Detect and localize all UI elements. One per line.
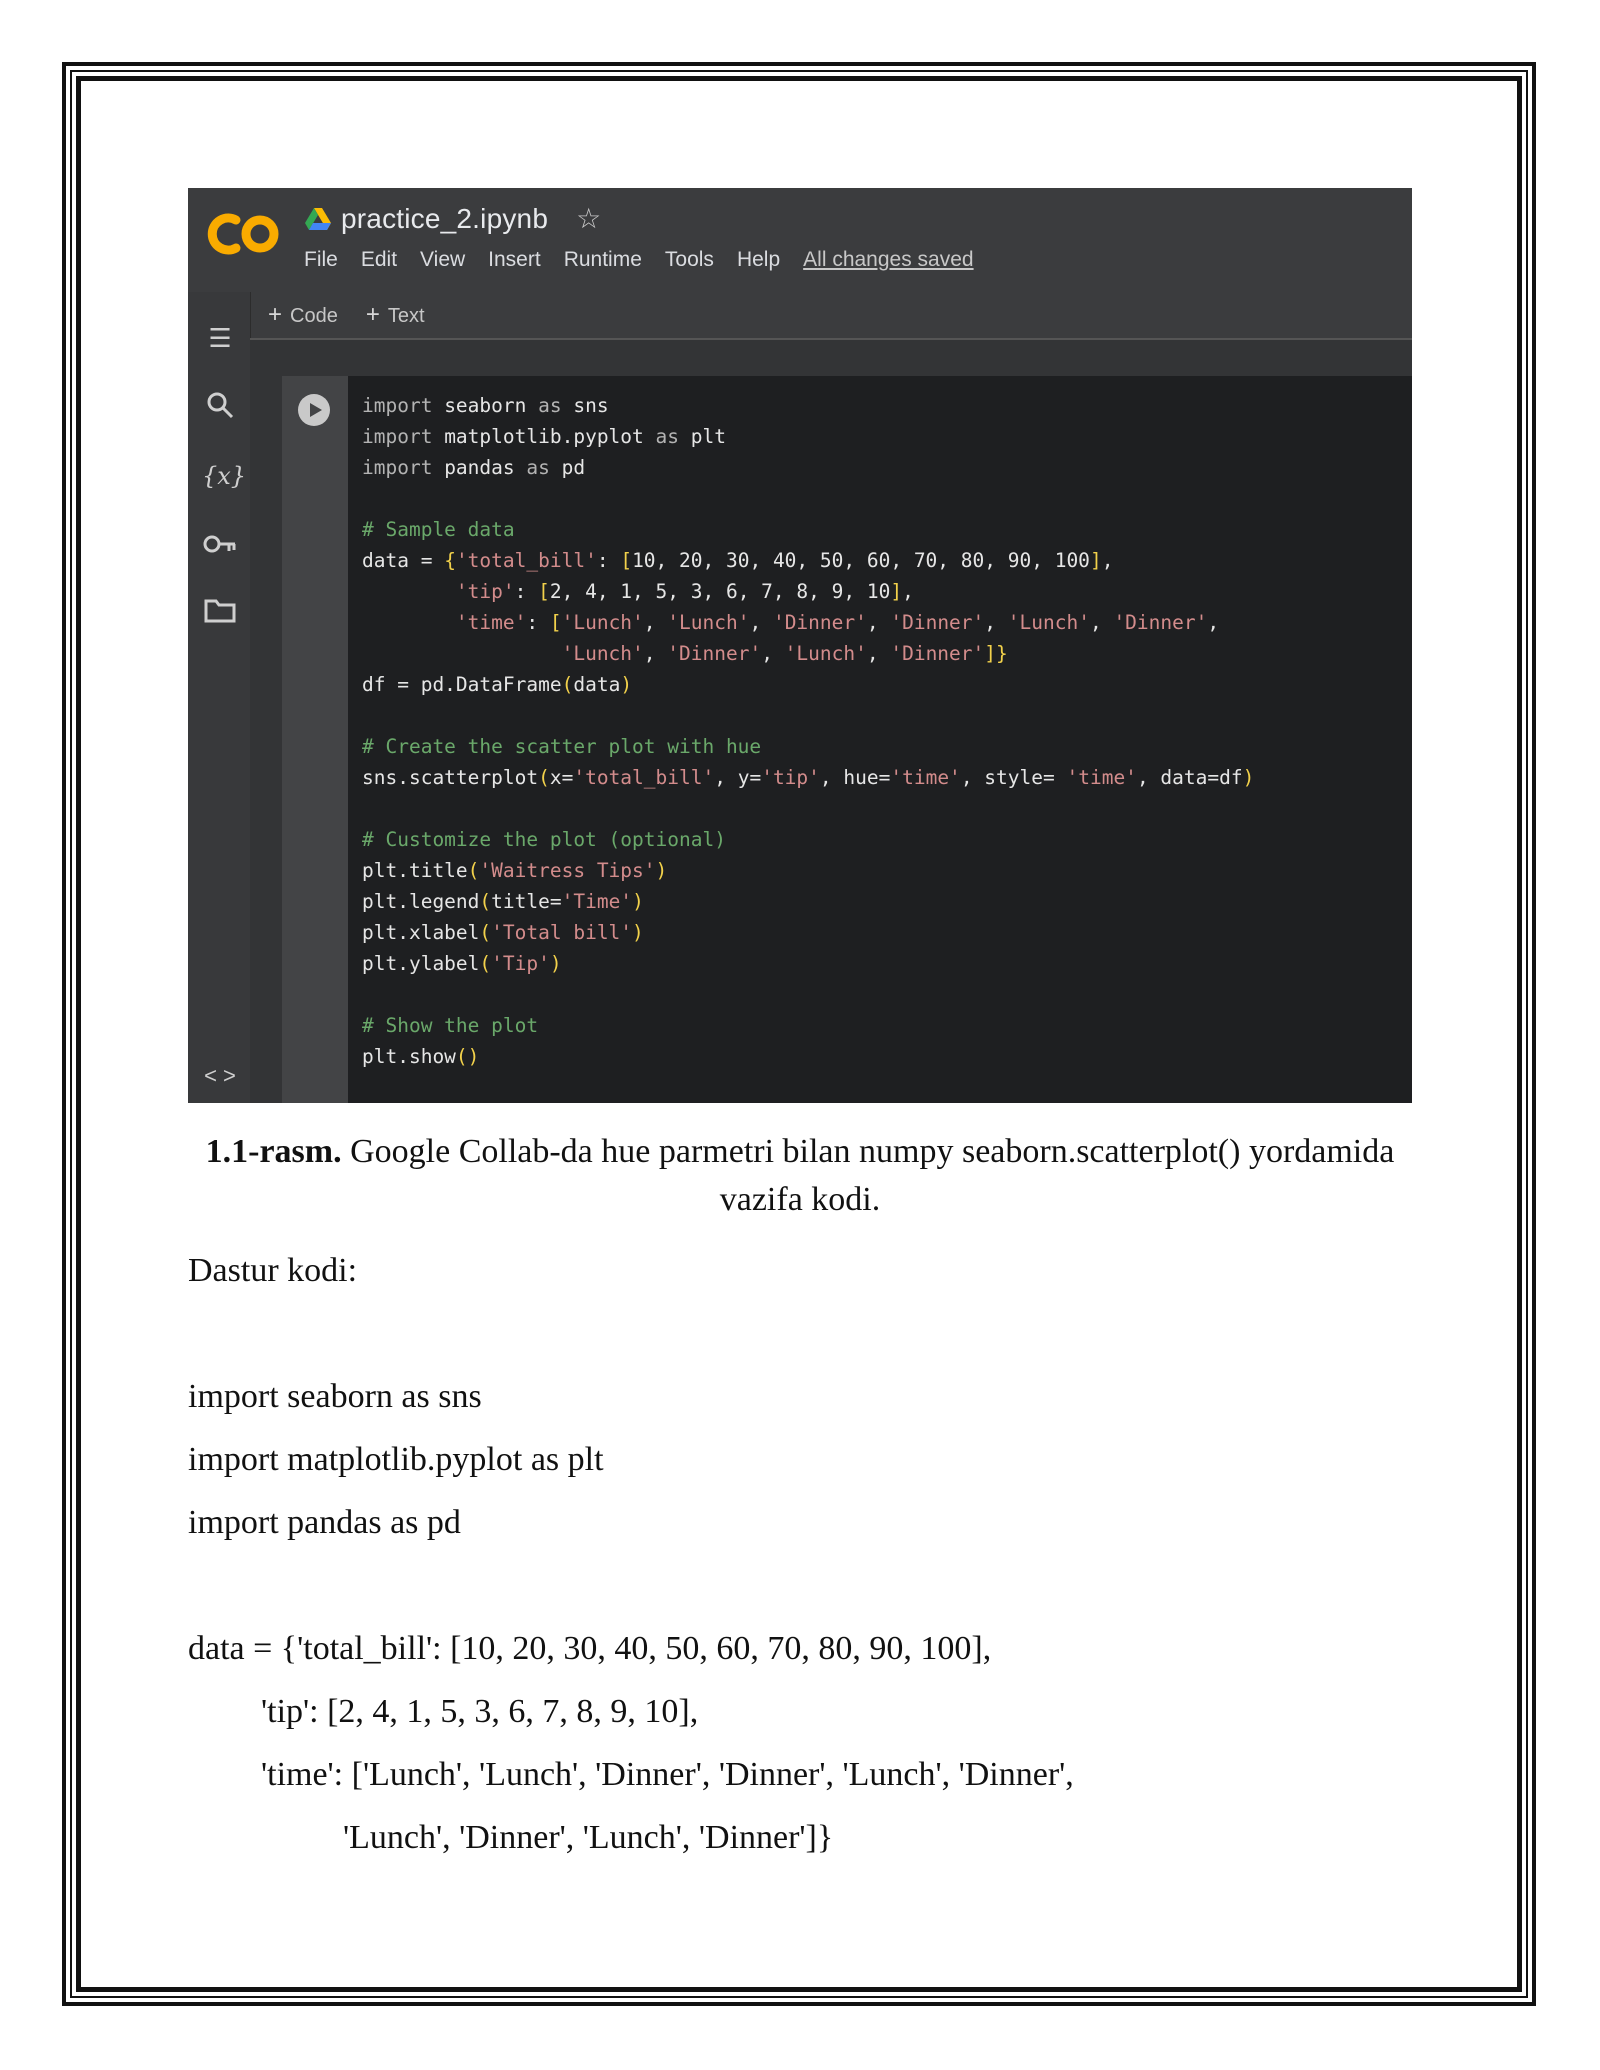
- program-line: 'tip': [2, 4, 1, 5, 3, 6, 7, 8, 9, 10],: [261, 1693, 699, 1730]
- table-of-contents-icon[interactable]: ☰: [208, 323, 232, 353]
- program-line: data = {'total_bill': [10, 20, 30, 40, 50, 60, 70, 80, 90, 100],: [188, 1630, 992, 1667]
- figure-caption: [188, 1128, 1412, 1224]
- code-line: data = {'total_bill': [10, 20, 30, 40, 50, 60, 70, 80, 90, 100],: [362, 549, 1114, 572]
- menu-runtime[interactable]: Runtime: [563, 248, 642, 271]
- add-code-button[interactable]: [268, 301, 338, 329]
- code-line: import pandas as pd: [362, 456, 586, 479]
- code-line: sns.scatterplot(x='total_bill', y='tip', hue='time', style= 'time', data=df): [362, 766, 1255, 789]
- menu-insert[interactable]: Insert: [488, 248, 541, 271]
- menu-edit[interactable]: Edit: [360, 248, 398, 271]
- code-line: [362, 979, 1254, 1010]
- code-snippets-icon[interactable]: < >: [204, 1063, 236, 1088]
- program-line: import seaborn as sns: [188, 1378, 482, 1415]
- code-line: # Create the scatter plot with hue: [362, 735, 762, 758]
- notebook-title[interactable]: practice_2.ipynb: [341, 202, 549, 234]
- program-line: 'time': ['Lunch', 'Lunch', 'Dinner', 'Dinner', 'Lunch', 'Dinner',: [261, 1756, 1074, 1793]
- plus-icon: +: [365, 301, 380, 328]
- code-line: # Show the plot: [362, 1014, 539, 1037]
- menu-bar: [304, 248, 974, 272]
- save-status-link[interactable]: All changes saved: [803, 248, 974, 271]
- caption-text: Google Collab-da hue parmetri bilan numpy seaborn.scatterplot() yordamida vazifa kodi.: [341, 1133, 1395, 1218]
- code-cell[interactable]: [282, 376, 1412, 1103]
- code-line: [362, 793, 1254, 824]
- code-line: 'time': ['Lunch', 'Lunch', 'Dinner', 'Dinner', 'Lunch', 'Dinner',: [455, 611, 1220, 634]
- search-icon[interactable]: [202, 390, 238, 426]
- run-cell-icon[interactable]: [298, 394, 330, 426]
- code-line: plt.legend(title='Time'): [362, 890, 644, 913]
- colab-logo-icon: [206, 210, 282, 258]
- add-text-button[interactable]: [366, 301, 425, 329]
- google-drive-icon: [305, 208, 331, 230]
- notebook-title-row: [305, 202, 601, 235]
- code-line: [362, 483, 1254, 514]
- code-line: 'tip': [2, 4, 1, 5, 3, 6, 7, 8, 9, 10],: [455, 580, 914, 603]
- program-line: import matplotlib.pyplot as plt: [188, 1441, 604, 1478]
- cell-gutter: [282, 376, 348, 1103]
- secrets-key-icon[interactable]: [202, 528, 238, 564]
- code-line: 'Lunch', 'Dinner', 'Lunch', 'Dinner']}: [561, 642, 1008, 665]
- code-line: [362, 700, 1254, 731]
- plus-icon: +: [268, 301, 283, 328]
- star-icon[interactable]: ☆: [576, 203, 602, 234]
- code-line: import matplotlib.pyplot as plt: [362, 425, 726, 448]
- code-line: plt.show(): [362, 1045, 480, 1068]
- code-line: import seaborn as sns: [362, 394, 609, 417]
- code-line: # Customize the plot (optional): [362, 828, 726, 851]
- code-editor[interactable]: [362, 390, 1254, 1072]
- caption-number: 1.1-rasm.: [205, 1133, 342, 1170]
- cell-toolbar: [250, 292, 1412, 340]
- variables-icon[interactable]: {x}: [202, 462, 247, 490]
- menu-help[interactable]: Help: [736, 248, 781, 271]
- code-line: # Sample data: [362, 518, 515, 541]
- notebook-area: [250, 340, 1412, 1103]
- program-line: 'Lunch', 'Dinner', 'Lunch', 'Dinner']}: [343, 1819, 834, 1856]
- add-code-label: Code: [290, 305, 338, 327]
- code-line: plt.title('Waitress Tips'): [362, 859, 668, 882]
- add-text-label: Text: [387, 305, 425, 327]
- program-label: Dastur kodi:: [188, 1252, 358, 1289]
- code-line: df = pd.DataFrame(data): [362, 673, 633, 696]
- code-line: plt.xlabel('Total bill'): [362, 921, 644, 944]
- left-sidebar: [188, 292, 251, 1103]
- menu-view[interactable]: View: [420, 248, 466, 271]
- menu-file[interactable]: File: [304, 248, 338, 271]
- program-line: import pandas as pd: [188, 1504, 461, 1541]
- colab-screenshot: [188, 188, 1412, 1103]
- menu-tools[interactable]: Tools: [664, 248, 714, 271]
- code-line: plt.ylabel('Tip'): [362, 952, 562, 975]
- files-folder-icon[interactable]: [202, 596, 238, 632]
